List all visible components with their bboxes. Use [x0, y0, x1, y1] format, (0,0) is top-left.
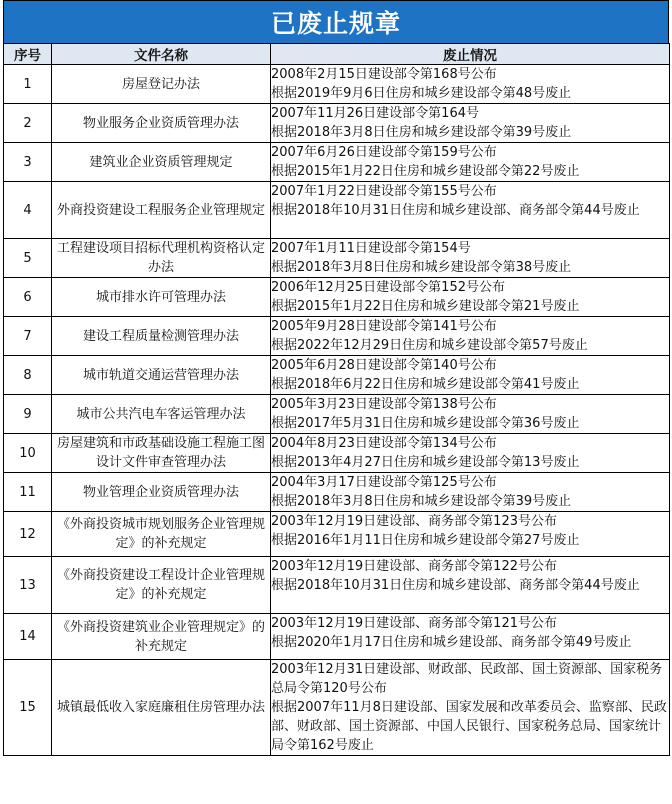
row-number: 8 — [4, 356, 52, 395]
regulation-name: 城市公共汽电车客运管理办法 — [52, 395, 271, 434]
repeal-status — [271, 278, 670, 317]
regulation-name: 城市轨道交通运营管理办法 — [52, 356, 271, 395]
table-row — [4, 434, 670, 473]
repeal-status — [271, 182, 670, 239]
publication-line: 2007年1月11日建设部令第154号 — [271, 241, 471, 256]
repeal-line: 根据2013年4月27日住房和城乡建设部令第13号废止 — [271, 455, 580, 470]
repeal-line: 根据2017年5月31日住房和城乡建设部令第36号废止 — [271, 416, 580, 431]
regulation-name: 《外商投资建筑业企业管理规定》的补充规定 — [52, 614, 271, 660]
row-number: 6 — [4, 278, 52, 317]
row-number: 9 — [4, 395, 52, 434]
regulation-name: 物业服务企业资质管理办法 — [52, 104, 271, 143]
repeal-line: 根据2018年3月8日住房和城乡建设部令第39号废止 — [271, 494, 572, 509]
regulation-name: 城镇最低收入家庭廉租住房管理办法 — [52, 660, 271, 756]
row-number: 7 — [4, 317, 52, 356]
repeal-line: 根据2018年10月31日住房和城乡建设部、商务部令第44号废止 — [271, 203, 640, 218]
sheet-title: 已废止规章 — [3, 0, 669, 43]
publication-line: 2003年12月19日建设部、商务部令第121号公布 — [271, 616, 557, 631]
publication-line: 2007年1月22日建设部令第155号公布 — [271, 184, 497, 199]
publication-line: 2005年6月28日建设部令第140号公布 — [271, 358, 497, 373]
column-header-status: 废止情况 — [271, 44, 670, 65]
repeal-status — [271, 614, 670, 660]
regulation-name: 城市排水许可管理办法 — [52, 278, 271, 317]
table-row — [4, 395, 670, 434]
regulation-name: 房屋登记办法 — [52, 65, 271, 104]
table-row — [4, 65, 670, 104]
table-row — [4, 557, 670, 614]
repeal-line: 根据2016年1月11日住房和城乡建设部令第27号废止 — [271, 533, 580, 548]
repeal-status — [271, 104, 670, 143]
column-header-no: 序号 — [4, 44, 52, 65]
repeal-status — [271, 434, 670, 473]
publication-line: 2004年8月23日建设部令第134号公布 — [271, 436, 497, 451]
repeal-status — [271, 65, 670, 104]
row-number: 5 — [4, 239, 52, 278]
row-number: 4 — [4, 182, 52, 239]
regulation-name: 物业管理企业资质管理办法 — [52, 473, 271, 512]
regulation-name: 《外商投资城市规划服务企业管理规定》的补充规定 — [52, 512, 271, 557]
row-number: 10 — [4, 434, 52, 473]
regulation-name: 外商投资建设工程服务企业管理规定 — [52, 182, 271, 239]
publication-line: 2008年2月15日建设部令第168号公布 — [271, 67, 497, 82]
table-row — [4, 512, 670, 557]
table-row — [4, 239, 670, 278]
row-number: 15 — [4, 660, 52, 756]
table-row — [4, 143, 670, 182]
regulation-name: 建设工程质量检测管理办法 — [52, 317, 271, 356]
table-row — [4, 614, 670, 660]
repeal-line: 根据2007年11月8日建设部、国家发展和改革委员会、监察部、民政部、财政部、国土资源部、中国人民银行、国家税务总局、国家统计局令第162号废止 — [271, 700, 667, 753]
table-body — [4, 65, 670, 756]
regulation-name: 《外商投资建设工程设计企业管理规定》的补充规定 — [52, 557, 271, 614]
repeal-status — [271, 317, 670, 356]
repeal-line: 根据2015年1月22日住房和城乡建设部令第21号废止 — [271, 299, 580, 314]
repeal-line: 根据2018年6月22日住房和城乡建设部令第41号废止 — [271, 377, 580, 392]
table-row — [4, 660, 670, 756]
repeal-status — [271, 143, 670, 182]
repeal-status — [271, 356, 670, 395]
column-header-name: 文件名称 — [52, 44, 271, 65]
table-row — [4, 182, 670, 239]
regulation-name: 工程建设项目招标代理机构资格认定办法 — [52, 239, 271, 278]
repeal-status — [271, 660, 670, 756]
row-number: 13 — [4, 557, 52, 614]
repeal-line: 根据2022年12月29日住房和城乡建设部令第57号废止 — [271, 338, 588, 353]
repeal-line: 根据2019年9月6日住房和城乡建设部令第48号废止 — [271, 86, 572, 101]
row-number: 1 — [4, 65, 52, 104]
publication-line: 2006年12月25日建设部令第152号公布 — [271, 280, 505, 295]
repeal-line: 根据2015年1月22日住房和城乡建设部令第22号废止 — [271, 164, 580, 179]
table-row — [4, 278, 670, 317]
publication-line: 2005年9月28日建设部令第141号公布 — [271, 319, 497, 334]
repeal-status — [271, 395, 670, 434]
regulation-name: 房屋建筑和市政基础设施工程施工图设计文件审查管理办法 — [52, 434, 271, 473]
row-number: 2 — [4, 104, 52, 143]
table-row — [4, 317, 670, 356]
publication-line: 2007年11月26日建设部令第164号 — [271, 106, 479, 121]
table-row — [4, 104, 670, 143]
repeal-status — [271, 473, 670, 512]
regulation-name: 建筑业企业资质管理规定 — [52, 143, 271, 182]
publication-line: 2003年12月31日建设部、财政部、民政部、国土资源部、国家税务总局令第120号公布 — [271, 662, 663, 696]
repeal-line: 根据2018年10月31日住房和城乡建设部、商务部令第44号废止 — [271, 578, 640, 593]
publication-line: 2003年12月19日建设部、商务部令第122号公布 — [271, 559, 557, 574]
row-number: 12 — [4, 512, 52, 557]
repeal-status — [271, 512, 670, 557]
repeal-status — [271, 557, 670, 614]
row-number: 11 — [4, 473, 52, 512]
publication-line: 2004年3月17日建设部令第125号公布 — [271, 475, 497, 490]
repeal-line: 根据2018年3月8日住房和城乡建设部令第39号废止 — [271, 125, 572, 140]
publication-line: 2007年6月26日建设部令第159号公布 — [271, 145, 497, 160]
repeal-line: 根据2020年1月17日住房和城乡建设部、商务部令第49号废止 — [271, 635, 632, 650]
publication-line: 2005年3月23日建设部令第138号公布 — [271, 397, 497, 412]
header-row — [4, 44, 670, 65]
table-row — [4, 356, 670, 395]
regulations-table — [3, 43, 670, 756]
repeal-status — [271, 239, 670, 278]
regulations-sheet — [3, 0, 669, 756]
row-number: 14 — [4, 614, 52, 660]
repeal-line: 根据2018年3月8日住房和城乡建设部令第38号废止 — [271, 260, 572, 275]
table-row — [4, 473, 670, 512]
row-number: 3 — [4, 143, 52, 182]
publication-line: 2003年12月19日建设部、商务部令第123号公布 — [271, 514, 557, 529]
